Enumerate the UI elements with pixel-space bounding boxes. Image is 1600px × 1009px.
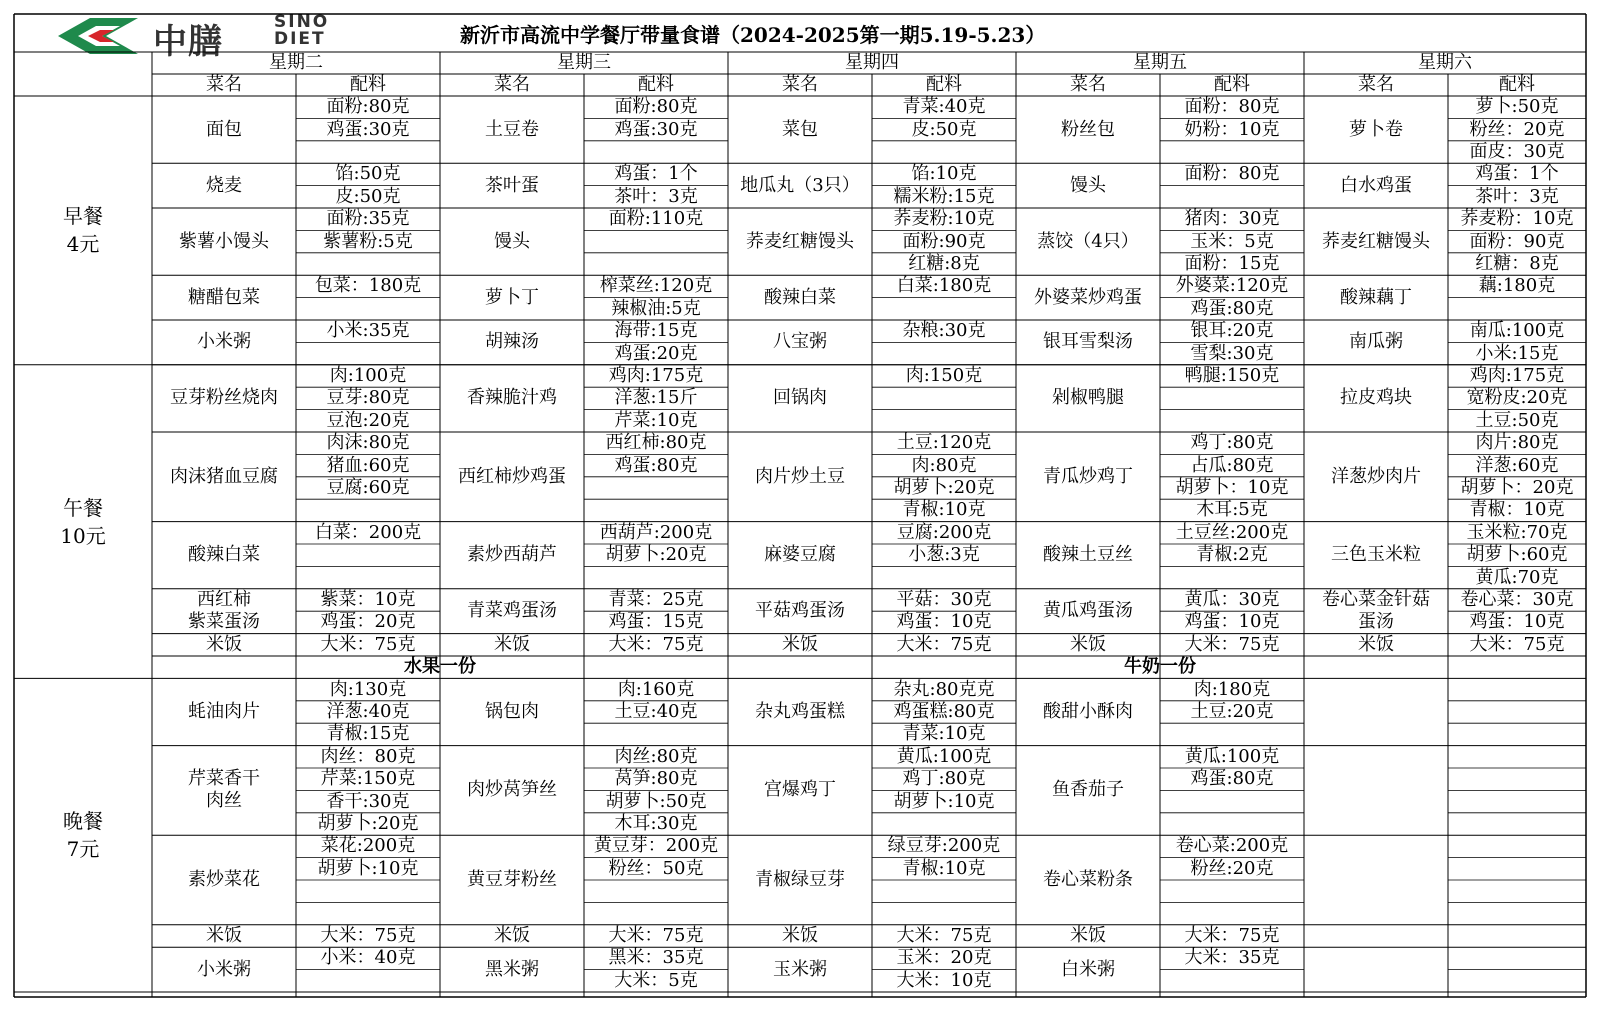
dish-name: 麻婆豆腐 — [764, 544, 836, 566]
ingredient-cell: 茶叶：3克 — [1475, 185, 1559, 207]
ingredient-cell: 馅:10克 — [911, 163, 977, 185]
ingredient-cell: 白菜：200克 — [314, 521, 422, 543]
ingredient-cell: 洋葱:60克 — [1475, 454, 1559, 476]
ingredient-cell: 青椒:15克 — [326, 723, 410, 745]
ingredient-cell: 小葱:3克 — [908, 544, 980, 566]
ingredient-cell — [1160, 566, 1304, 588]
ingredient-cell: 小米：40克 — [320, 947, 416, 969]
ingredient-cell: 大米：75克 — [320, 924, 416, 946]
ingredient-cell: 胡萝卜:20克 — [317, 812, 419, 834]
logo-chinese-name: 中膳 — [153, 22, 223, 62]
ingredient-cell: 豆腐:60克 — [326, 476, 410, 498]
ingredient-cell: 大米：35克 — [1184, 947, 1280, 969]
dish-name: 馒头 — [494, 230, 530, 252]
ingredient-cell: 包菜：180克 — [314, 275, 422, 297]
ingredient-cell: 青菜:10克 — [902, 723, 986, 745]
ingredient-cell: 玉米：20克 — [896, 947, 992, 969]
dish-name: 黑米粥 — [485, 958, 539, 980]
dish-name: 洋葱炒肉片 — [1331, 465, 1421, 487]
ingredient-cell: 豆腐:200克 — [896, 521, 992, 543]
dish-name: 回锅肉 — [773, 387, 827, 409]
dish-name — [1304, 678, 1448, 745]
ingredient-cell: 绿豆芽:200克 — [887, 835, 1001, 857]
ingredient-cell: 鸡蛋:80克 — [1190, 768, 1274, 790]
ingredient-cell: 茶叶：3克 — [614, 185, 698, 207]
ingredient-cell: 面粉:110克 — [608, 208, 704, 230]
ingredient-cell — [584, 723, 728, 745]
dish-name: 米饭 — [206, 924, 242, 946]
dish-name: 素炒菜花 — [188, 868, 260, 890]
ingredient-cell — [1448, 678, 1586, 700]
ingredient-cell: 青菜：25克 — [608, 588, 704, 610]
ingredient-cell: 胡萝卜:20克 — [893, 476, 995, 498]
ingredient-cell: 青椒:10克 — [902, 857, 986, 879]
dish-name: 粉丝包 — [1061, 118, 1115, 140]
ingredient-cell — [1448, 790, 1586, 812]
dish-name: 糖醋包菜 — [188, 286, 260, 308]
dish-name — [1304, 947, 1448, 992]
ingredient-cell — [1160, 723, 1304, 745]
ingredient-cell: 肉:100克 — [329, 364, 407, 386]
ingredient-cell: 大米：75克 — [608, 633, 704, 655]
ingredient-cell: 木耳:5克 — [1196, 499, 1268, 521]
ingredient-cell: 银耳:20克 — [1190, 320, 1274, 342]
ingredient-cell: 面皮：30克 — [1469, 140, 1565, 162]
ingredient-cell: 大米：75克 — [608, 924, 704, 946]
ingredient-cell — [872, 566, 1016, 588]
ingredient-cell: 面粉：80克 — [1184, 96, 1280, 118]
ingredient-cell: 黄瓜:70克 — [1475, 566, 1559, 588]
ingredient-cell: 外婆菜:120克 — [1175, 275, 1289, 297]
dish-name: 米饭 — [1070, 633, 1106, 655]
ingredient-cell: 小米:15克 — [1475, 342, 1559, 364]
dish-name: 萝卜丁 — [485, 286, 539, 308]
dish-name: 黄瓜鸡蛋汤 — [1043, 600, 1133, 622]
ingredient-cell: 胡萝卜:50克 — [605, 790, 707, 812]
ingredient-cell: 大米：75克 — [1469, 633, 1565, 655]
ingredient-cell — [1448, 902, 1586, 924]
ingredient-cell — [1448, 970, 1586, 992]
day-header: 星期四 — [845, 52, 899, 73]
ingredient-cell: 猪肉：30克 — [1184, 208, 1280, 230]
ingredient-cell — [872, 342, 1016, 364]
dish-name: 米饭 — [206, 633, 242, 655]
dish-name: 肉沫猪血豆腐 — [170, 465, 278, 487]
ingredient-cell: 大米：75克 — [896, 924, 992, 946]
ingredient-cell: 肉:80克 — [911, 454, 977, 476]
ingredient-cell — [1160, 387, 1304, 409]
ingredient-cell: 鸡蛋：1个 — [1475, 163, 1559, 185]
ingredient-cell: 皮:50克 — [335, 185, 401, 207]
ingredient-cell: 玉米粒:70克 — [1466, 521, 1568, 543]
ingredient-cell: 卷心菜：30克 — [1460, 588, 1574, 610]
ingredient-cell — [1160, 410, 1304, 432]
ingredient-cell — [872, 410, 1016, 432]
ingredient-cell: 面粉：15克 — [1184, 252, 1280, 274]
ingredient-cell: 榨菜丝:120克 — [599, 275, 713, 297]
ingredient-cell — [1160, 141, 1304, 163]
ingredient-cell — [296, 544, 440, 566]
dish-name: 卷心菜粉条 — [1043, 868, 1133, 890]
ingredients-column-label: 配料 — [1214, 74, 1250, 95]
dish-name: 肉炒莴笋丝 — [467, 779, 557, 801]
ingredient-cell — [584, 253, 728, 275]
ingredient-cell: 鸡蛋：15克 — [608, 611, 704, 633]
ingredient-cell: 杂粮:30克 — [902, 320, 986, 342]
dish-name: 小米粥 — [197, 958, 251, 980]
ingredient-cell: 洋葱:15斤 — [614, 387, 698, 409]
ingredient-cell — [1160, 880, 1304, 902]
dish-name: 黄豆芽粉丝 — [467, 868, 557, 890]
ingredient-cell: 肉丝：80克 — [320, 745, 416, 767]
dish-name: 杂丸鸡蛋糕 — [755, 700, 845, 722]
dish-name: 芹菜香干 肉丝 — [188, 768, 260, 812]
ingredient-cell — [584, 141, 728, 163]
ingredient-cell: 土豆丝:200克 — [1175, 521, 1289, 543]
dish-name: 茶叶蛋 — [485, 174, 539, 196]
ingredient-cell: 粉丝：20克 — [1469, 118, 1565, 140]
dish-name: 豆芽粉丝烧肉 — [170, 387, 278, 409]
dish-name: 青菜鸡蛋汤 — [467, 600, 557, 622]
dish-name: 八宝粥 — [773, 331, 827, 353]
ingredient-cell: 胡萝卜：10克 — [1175, 476, 1289, 498]
dish-name: 土豆卷 — [485, 118, 539, 140]
dish-name: 米饭 — [494, 633, 530, 655]
dish-name: 银耳雪梨汤 — [1043, 331, 1133, 353]
meal-label: 早餐 4元 — [63, 204, 103, 257]
ingredient-cell — [296, 566, 440, 588]
dish-column-label: 菜名 — [1070, 74, 1106, 95]
ingredient-cell: 菜花:200克 — [320, 835, 416, 857]
dish-name — [1304, 746, 1448, 836]
dish-name: 烧麦 — [206, 174, 242, 196]
dish-column-label: 菜名 — [1358, 74, 1394, 95]
ingredient-cell: 土豆:20克 — [1190, 700, 1274, 722]
dish-name: 卷心菜金针菇 蛋汤 — [1322, 589, 1430, 633]
ingredient-cell: 土豆:120克 — [896, 432, 992, 454]
dish-name: 胡辣汤 — [485, 331, 539, 353]
dish-name: 酸辣藕丁 — [1340, 286, 1412, 308]
ingredient-cell: 南瓜:100克 — [1469, 320, 1565, 342]
ingredient-cell — [584, 477, 728, 499]
ingredient-cell: 黑米：35克 — [608, 947, 704, 969]
dish-name: 西红柿炒鸡蛋 — [458, 465, 566, 487]
dish-name: 菜包 — [782, 118, 818, 140]
dish-name: 玉米粥 — [773, 958, 827, 980]
ingredient-cell — [584, 499, 728, 521]
dish-name: 三色玉米粒 — [1331, 544, 1421, 566]
dish-name: 米饭 — [782, 924, 818, 946]
ingredient-cell: 大米：10克 — [896, 969, 992, 991]
ingredient-cell: 猪血:60克 — [326, 454, 410, 476]
ingredient-cell: 宽粉皮:20克 — [1466, 387, 1568, 409]
ingredient-cell — [1448, 723, 1586, 745]
ingredient-cell: 青菜:40克 — [902, 96, 986, 118]
dish-name: 地瓜丸（3只） — [740, 174, 860, 196]
dish-name: 蚝油肉片 — [188, 700, 260, 722]
dish-column-label: 菜名 — [782, 74, 818, 95]
ingredient-cell: 鸡蛋:20克 — [614, 342, 698, 364]
dish-name: 面包 — [206, 118, 242, 140]
ingredient-cell — [872, 902, 1016, 924]
ingredient-cell: 小米:35克 — [326, 320, 410, 342]
ingredient-cell: 糯米粉:15克 — [893, 185, 995, 207]
ingredient-cell: 土豆:50克 — [1475, 409, 1559, 431]
ingredient-cell — [872, 387, 1016, 409]
dish-name: 米饭 — [782, 633, 818, 655]
dish-name: 荞麦红糖馒头 — [746, 230, 854, 252]
dish-name: 素炒西葫芦 — [467, 544, 557, 566]
dish-name: 外婆菜炒鸡蛋 — [1034, 286, 1142, 308]
ingredient-cell: 辣椒油:5克 — [611, 297, 701, 319]
ingredient-cell: 胡萝卜:10克 — [317, 857, 419, 879]
ingredient-cell — [1448, 298, 1586, 320]
ingredient-cell: 大米：75克 — [1184, 924, 1280, 946]
ingredients-column-label: 配料 — [350, 74, 386, 95]
fruit-note: 水果一份 — [404, 656, 476, 678]
ingredient-cell: 鸡肉:175克 — [1469, 364, 1565, 386]
ingredient-cell: 香干:30克 — [326, 790, 410, 812]
ingredient-cell — [1448, 746, 1586, 768]
ingredient-cell: 鸡丁:80克 — [1190, 432, 1274, 454]
ingredient-cell: 黄瓜：30克 — [1184, 588, 1280, 610]
ingredient-cell: 肉片:80克 — [1475, 432, 1559, 454]
dish-name: 南瓜粥 — [1349, 331, 1403, 353]
ingredient-cell: 鸡蛋糕:80克 — [893, 700, 995, 722]
ingredient-cell — [296, 298, 440, 320]
logo-english-name: SINO DIET — [274, 12, 330, 49]
ingredient-cell: 莴笋:80克 — [614, 768, 698, 790]
ingredient-cell — [1448, 880, 1586, 902]
ingredient-cell: 肉丝:80克 — [614, 745, 698, 767]
ingredient-cell: 大米：5克 — [614, 969, 698, 991]
ingredient-cell: 海带:15克 — [614, 320, 698, 342]
dish-name: 青瓜炒鸡丁 — [1043, 465, 1133, 487]
dish-name: 白水鸡蛋 — [1340, 174, 1412, 196]
ingredient-cell: 面粉:35克 — [326, 208, 410, 230]
dish-name: 剁椒鸭腿 — [1052, 387, 1124, 409]
dish-column-label: 菜名 — [494, 74, 530, 95]
dish-name — [1304, 925, 1448, 947]
dish-name — [1304, 835, 1448, 925]
ingredient-cell: 馅:50克 — [335, 163, 401, 185]
ingredient-cell — [296, 141, 440, 163]
ingredients-column-label: 配料 — [926, 74, 962, 95]
ingredient-cell: 雪梨:30克 — [1190, 342, 1274, 364]
ingredient-cell: 藕:180克 — [1478, 275, 1556, 297]
ingredient-cell: 面粉:80克 — [326, 96, 410, 118]
dish-name: 青椒绿豆芽 — [755, 868, 845, 890]
dish-name: 白米粥 — [1061, 958, 1115, 980]
dish-name: 紫薯小馒头 — [179, 230, 269, 252]
ingredient-cell: 面粉：80克 — [1184, 163, 1280, 185]
dish-name: 拉皮鸡块 — [1340, 387, 1412, 409]
dish-name: 米饭 — [494, 924, 530, 946]
ingredient-cell — [1160, 790, 1304, 812]
ingredient-cell: 红糖:8克 — [908, 252, 980, 274]
ingredient-cell: 鸡蛋:80克 — [614, 454, 698, 476]
ingredient-cell: 西葫芦:200克 — [599, 521, 713, 543]
ingredient-cell: 面粉:90克 — [902, 230, 986, 252]
dish-name: 香辣脆汁鸡 — [467, 387, 557, 409]
dish-name: 酸辣白菜 — [188, 544, 260, 566]
ingredient-cell: 鸡蛋：1个 — [614, 163, 698, 185]
ingredient-cell: 青椒：10克 — [1469, 499, 1565, 521]
day-header: 星期二 — [269, 52, 323, 73]
ingredient-cell: 黄瓜:100克 — [1184, 745, 1280, 767]
ingredient-cell — [296, 499, 440, 521]
ingredient-cell: 西红柿:80克 — [605, 432, 707, 454]
ingredient-cell — [872, 813, 1016, 835]
ingredient-cell — [1448, 813, 1586, 835]
ingredient-cell: 胡萝卜:20克 — [605, 544, 707, 566]
ingredient-cell: 紫菜：10克 — [320, 588, 416, 610]
ingredient-cell: 鸡丁:80克 — [902, 768, 986, 790]
dish-name: 米饭 — [1358, 633, 1394, 655]
dish-name: 荞麦红糖馒头 — [1322, 230, 1430, 252]
dish-name: 酸甜小酥肉 — [1043, 700, 1133, 722]
ingredient-cell: 大米：75克 — [1184, 633, 1280, 655]
ingredient-cell: 鸡蛋：10克 — [896, 611, 992, 633]
ingredient-cell: 鸡蛋：20克 — [320, 611, 416, 633]
ingredient-cell: 肉:130克 — [329, 678, 407, 700]
ingredient-cell: 胡萝卜:10克 — [893, 790, 995, 812]
ingredient-cell: 大米：75克 — [896, 633, 992, 655]
ingredient-cell — [1448, 947, 1586, 969]
ingredient-cell: 芹菜:10克 — [614, 409, 698, 431]
ingredient-cell — [296, 970, 440, 992]
ingredient-cell: 青椒:2克 — [1196, 544, 1268, 566]
ingredient-cell: 红糖：8克 — [1475, 252, 1559, 274]
dish-name: 馒头 — [1070, 174, 1106, 196]
ingredient-cell: 芹菜:150克 — [320, 768, 416, 790]
dish-name: 平菇鸡蛋汤 — [755, 600, 845, 622]
ingredient-cell: 玉米：5克 — [1190, 230, 1274, 252]
ingredient-cell — [1448, 835, 1586, 857]
ingredient-cell — [296, 880, 440, 902]
day-header: 星期五 — [1133, 52, 1187, 73]
dish-name: 小米粥 — [197, 331, 251, 353]
ingredient-cell — [584, 880, 728, 902]
ingredient-cell: 黄瓜:100克 — [896, 745, 992, 767]
dish-name: 锅包肉 — [485, 700, 539, 722]
milk-note: 牛奶一份 — [1124, 656, 1196, 678]
ingredient-cell — [872, 298, 1016, 320]
ingredients-column-label: 配料 — [1499, 74, 1535, 95]
ingredient-cell: 鸡蛋:80克 — [1190, 297, 1274, 319]
meal-label: 午餐 10元 — [60, 495, 106, 548]
ingredient-cell: 胡萝卜：20克 — [1460, 476, 1574, 498]
ingredient-cell: 豆泡:20克 — [326, 409, 410, 431]
ingredient-cell — [584, 230, 728, 252]
ingredient-cell — [1448, 768, 1586, 790]
ingredient-cell — [296, 253, 440, 275]
ingredient-cell: 土豆:40克 — [614, 700, 698, 722]
ingredient-cell — [872, 141, 1016, 163]
dish-name: 米饭 — [1070, 924, 1106, 946]
ingredient-cell — [1160, 970, 1304, 992]
ingredient-cell: 皮:50克 — [911, 118, 977, 140]
ingredient-cell: 荞麦粉:10克 — [893, 208, 995, 230]
dish-name: 蒸饺（4只） — [1037, 230, 1139, 252]
ingredient-cell: 黄豆芽：200克 — [593, 835, 719, 857]
ingredient-cell: 肉沫:80克 — [326, 432, 410, 454]
dish-name: 西红柿 紫菜蛋汤 — [188, 589, 260, 633]
ingredient-cell — [1448, 925, 1586, 947]
ingredient-cell — [1448, 858, 1586, 880]
day-header: 星期六 — [1418, 52, 1472, 73]
ingredient-cell — [1160, 186, 1304, 208]
ingredient-cell: 肉:160克 — [617, 678, 695, 700]
dish-column-label: 菜名 — [206, 74, 242, 95]
ingredient-cell — [1160, 813, 1304, 835]
ingredient-cell — [1448, 701, 1586, 723]
ingredient-cell — [584, 566, 728, 588]
ingredient-cell: 鸡蛋：10克 — [1184, 611, 1280, 633]
ingredient-cell: 白菜:180克 — [896, 275, 992, 297]
ingredient-cell: 面粉：90克 — [1469, 230, 1565, 252]
day-header: 星期三 — [557, 52, 611, 73]
ingredient-cell: 荞麦粉：10克 — [1460, 208, 1574, 230]
ingredient-cell: 卷心菜:200克 — [1175, 835, 1289, 857]
ingredient-cell: 青椒:10克 — [902, 499, 986, 521]
ingredient-cell: 占瓜:80克 — [1190, 454, 1274, 476]
ingredient-cell: 鸡蛋:30克 — [326, 118, 410, 140]
ingredient-cell: 紫薯粉:5克 — [323, 230, 413, 252]
ingredient-cell: 胡萝卜:60克 — [1466, 544, 1568, 566]
ingredient-cell — [1160, 902, 1304, 924]
ingredient-cell: 奶粉：10克 — [1184, 118, 1280, 140]
dish-name: 酸辣白菜 — [764, 286, 836, 308]
ingredient-cell — [872, 880, 1016, 902]
ingredient-cell: 洋葱:40克 — [326, 700, 410, 722]
page-title: 新沂市高流中学餐厅带量食谱（2024-2025第一期5.19-5.23） — [460, 23, 1046, 47]
ingredient-cell: 粉丝：50克 — [608, 857, 704, 879]
dish-name: 酸辣土豆丝 — [1043, 544, 1133, 566]
ingredient-cell — [296, 902, 440, 924]
ingredient-cell: 粉丝:20克 — [1190, 857, 1274, 879]
ingredient-cell: 鸡蛋:30克 — [614, 118, 698, 140]
ingredient-cell — [296, 342, 440, 364]
ingredient-cell: 杂丸:80克克 — [893, 678, 995, 700]
dish-name: 萝卜卷 — [1349, 118, 1403, 140]
ingredient-cell — [584, 902, 728, 924]
ingredient-cell: 鸡蛋：10克 — [1469, 611, 1565, 633]
ingredient-cell: 鸡肉:175克 — [608, 364, 704, 386]
ingredient-cell: 豆芽:80克 — [326, 387, 410, 409]
ingredient-cell: 鸭腿:150克 — [1184, 364, 1280, 386]
dish-name: 宫爆鸡丁 — [764, 779, 836, 801]
ingredients-column-label: 配料 — [638, 74, 674, 95]
meal-label: 晚餐 7元 — [63, 809, 103, 862]
ingredient-cell: 肉:150克 — [905, 364, 983, 386]
ingredient-cell: 面粉:80克 — [614, 96, 698, 118]
dish-name: 肉片炒土豆 — [755, 465, 845, 487]
ingredient-cell: 木耳:30克 — [614, 812, 698, 834]
ingredient-cell: 平菇：30克 — [896, 588, 992, 610]
ingredient-cell: 肉:180克 — [1193, 678, 1271, 700]
dish-name: 鱼香茄子 — [1052, 779, 1124, 801]
ingredient-cell: 大米：75克 — [320, 633, 416, 655]
ingredient-cell: 萝卜:50克 — [1475, 96, 1559, 118]
